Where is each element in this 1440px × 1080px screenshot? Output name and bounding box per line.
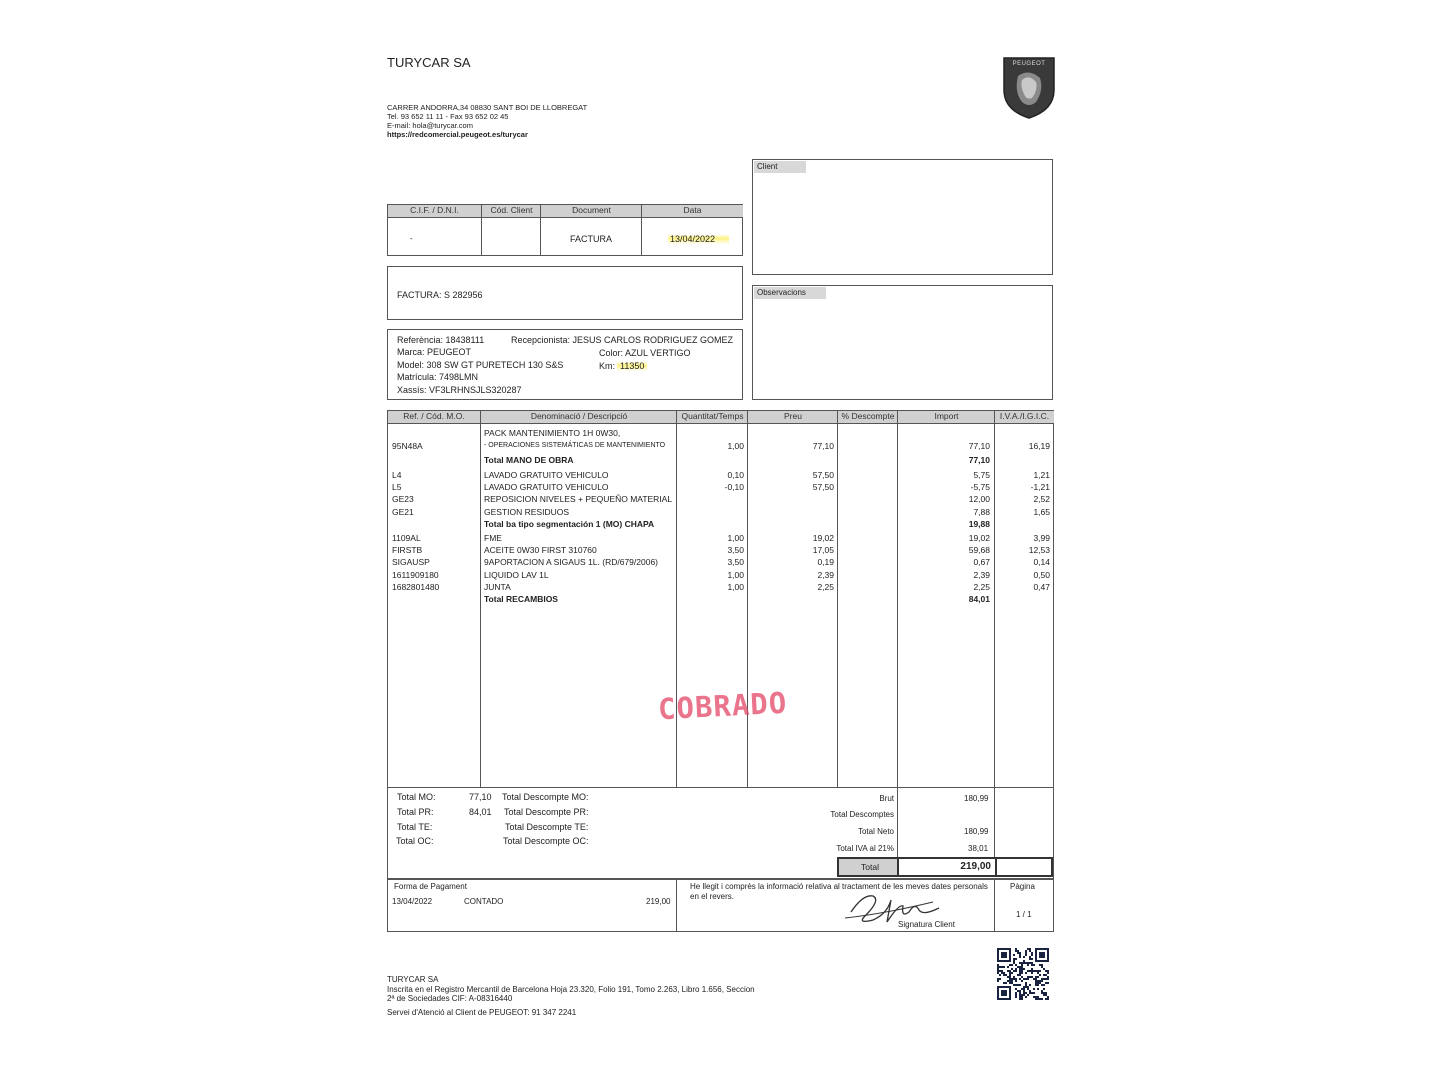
line-qty: 1,00 — [727, 533, 744, 543]
lines-col-import: Import — [897, 411, 995, 424]
line-iva: 3,99 — [1033, 533, 1050, 543]
line-iva: 0,50 — [1033, 570, 1050, 580]
grand-total-label: Total — [861, 862, 879, 872]
table-row — [388, 544, 1053, 556]
table-row — [388, 427, 1053, 439]
col-cif: C.I.F. / D.N.I. — [388, 205, 481, 218]
logo-text: PEUGEOT — [1012, 61, 1046, 67]
line-qty: 3,50 — [727, 557, 744, 567]
lines-body — [388, 427, 1053, 627]
lines-col-discount: % Descompte — [837, 411, 898, 424]
line-qty: 1,00 — [727, 441, 744, 451]
signature-label: Signatura Client — [898, 920, 955, 929]
line-iva: 1,21 — [1033, 470, 1050, 480]
cif-value: - — [410, 234, 413, 243]
total-te-disc: Total Descompte TE: — [505, 822, 589, 832]
vehicle-marca: Marca: PEUGEOT — [397, 347, 472, 357]
payment-label: Forma de Pagament — [394, 882, 467, 891]
line-desc: Total ba tipo segmentación 1 (MO) CHAPA — [484, 519, 655, 529]
line-desc: LAVADO GRATUITO VEHICULO — [484, 470, 609, 480]
total-mo-label: Total MO: — [397, 792, 436, 802]
total-pr-disc: Total Descompte PR: — [504, 807, 589, 817]
vehicle-km-label: Km: — [599, 361, 616, 371]
payment-amount: 219,00 — [646, 897, 671, 906]
lines-col-price: Preu — [747, 411, 838, 424]
company-web: https://redcomercial.peugeot.es/turycar — [387, 130, 528, 139]
line-import: 19,02 — [968, 533, 990, 543]
line-price: 57,50 — [812, 470, 834, 480]
line-import: 2,39 — [973, 570, 990, 580]
line-iva: -1,21 — [1030, 482, 1050, 492]
line-import: 77,10 — [968, 441, 990, 451]
iva-total-value: 38,01 — [968, 844, 989, 853]
vehicle-km-value: 11350 — [617, 360, 647, 372]
line-desc: FME — [484, 533, 502, 543]
lines-table — [387, 410, 1054, 788]
company-name: TURYCAR SA — [387, 55, 471, 70]
table-row — [388, 532, 1053, 544]
line-desc: LIQUIDO LAV 1L — [484, 570, 549, 580]
total-pr-value: 84,01 — [469, 807, 492, 817]
company-email: E-mail: hola@turycar.com — [387, 121, 473, 130]
table-row — [388, 518, 1053, 530]
lines-col-ref: Ref. / Cód. M.O. — [388, 411, 480, 424]
line-iva: 1,65 — [1033, 507, 1050, 517]
table-row — [388, 481, 1053, 493]
payment-method: CONTADO — [464, 897, 504, 906]
lines-col-desc: Denominació / Descripció — [480, 411, 677, 424]
document-header-table — [387, 204, 743, 256]
table-row — [388, 506, 1053, 518]
line-desc: PACK MANTENIMIENTO 1H 0W30, — [484, 428, 621, 438]
table-row — [388, 469, 1053, 481]
iva-total-label: Total IVA al 21% — [836, 844, 894, 853]
total-mo-value: 77,10 — [469, 792, 492, 802]
line-import: 7,88 — [973, 507, 990, 517]
company-phone: Tel. 93 652 11 11 - Fax 93 652 02 45 — [387, 112, 509, 121]
line-import: 0,67 — [973, 557, 990, 567]
footer-company: TURYCAR SA — [387, 975, 439, 984]
line-iva: 0,14 — [1033, 557, 1050, 567]
line-price: 2,25 — [817, 582, 834, 592]
vehicle-matricula: Matrícula: 7498LMN — [397, 372, 479, 382]
totals-section — [387, 788, 1054, 879]
grand-total-box — [837, 857, 1053, 877]
line-qty: -0,10 — [724, 482, 744, 492]
line-iva: 2,52 — [1033, 494, 1050, 504]
vehicle-xassis: Xassís: VF3LRHNSJLS320287 — [397, 385, 522, 395]
line-price: 57,50 — [812, 482, 834, 492]
line-desc: JUNTA — [484, 582, 511, 592]
line-desc: Total RECAMBIOS — [484, 594, 558, 604]
line-desc: REPOSICION NIVELES + PEQUEÑO MATERIAL — [484, 494, 673, 504]
line-import: 19,88 — [968, 519, 990, 529]
vehicle-model: Model: 308 SW GT PURETECH 130 S&S — [397, 360, 564, 370]
total-oc-disc: Total Descompte OC: — [503, 836, 589, 846]
payment-section — [387, 879, 1054, 932]
line-iva: 16,19 — [1028, 441, 1050, 451]
line-import: 12,00 — [968, 494, 990, 504]
line-ref: GE23 — [392, 494, 414, 504]
line-desc: GESTION RESIDUOS — [484, 507, 570, 517]
table-row — [388, 440, 1053, 452]
observations-box — [752, 285, 1053, 400]
invoice-number-box — [387, 266, 743, 320]
line-ref: L5 — [392, 482, 402, 492]
cobrado-stamp: COBRADO — [657, 685, 789, 727]
line-import: 77,10 — [968, 455, 990, 465]
invoice-page — [355, 0, 1085, 1080]
company-address: CARRER ANDORRA,34 08830 SANT BOI DE LLOBREGAT — [387, 103, 588, 112]
line-ref: L4 — [392, 470, 402, 480]
line-ref: 1611909180 — [392, 570, 439, 580]
line-desc: LAVADO GRATUITO VEHICULO — [484, 482, 609, 492]
document-value: FACTURA — [570, 234, 613, 244]
line-price: 19,02 — [812, 533, 834, 543]
line-desc: Total MANO DE OBRA — [484, 455, 574, 465]
grand-total-label-cell — [839, 859, 897, 875]
col-date: Data — [641, 205, 743, 218]
total-mo-disc: Total Descompte MO: — [502, 792, 589, 802]
lines-col-iva: I.V.A./I.G.I.C. — [994, 411, 1054, 424]
line-desc: ACEITE 0W30 FIRST 310760 — [484, 545, 597, 555]
col-client: Cód. Client — [481, 205, 541, 218]
vehicle-color: Color: AZUL VERTIGO — [599, 348, 691, 358]
line-qty: 1,00 — [727, 582, 744, 592]
table-row — [388, 493, 1053, 505]
line-import: -5,75 — [970, 482, 990, 492]
line-ref: GE21 — [392, 507, 414, 517]
line-iva: 12,53 — [1028, 545, 1050, 555]
neto-label: Total Neto — [857, 827, 894, 836]
table-row — [388, 569, 1053, 581]
neto-value: 180,99 — [964, 827, 989, 836]
table-row — [388, 593, 1053, 605]
line-price: 77,10 — [812, 441, 834, 451]
line-import: 2,25 — [973, 582, 990, 592]
payment-date: 13/04/2022 — [392, 897, 433, 906]
brut-label: Brut — [879, 794, 894, 803]
line-desc: - OPERACIONES SISTEMÁTICAS DE MANTENIMIENTO — [484, 442, 666, 449]
table-row — [388, 556, 1053, 568]
table-row — [388, 581, 1053, 593]
line-price: 0,19 — [817, 557, 834, 567]
total-pr-label: Total PR: — [397, 807, 434, 817]
vehicle-referencia: Referència: 18438111 — [397, 335, 485, 345]
descomptes-label: Total Descomptes — [830, 810, 894, 819]
line-import: 59,68 — [968, 545, 990, 555]
date-value: 13/04/2022 — [668, 233, 729, 245]
brut-value: 180,99 — [964, 794, 989, 803]
line-ref: 1109AL — [392, 533, 421, 543]
footer-line3: Servei d'Atenció al Client de PEUGEOT: 91 347 2241 — [387, 1008, 577, 1017]
lines-col-qty: Quantitat/Temps — [676, 411, 748, 424]
client-box — [752, 159, 1053, 275]
observations-label: Observacions — [754, 287, 826, 299]
table-row — [388, 454, 1053, 466]
line-ref: 95N48A — [392, 441, 423, 451]
line-price: 17,05 — [812, 545, 834, 555]
legal-note: He llegit i comprès la informació relativa al tractament de les meves dates personals en el revers. — [690, 882, 988, 901]
footer-line1: Inscrita en el Registro Mercantil de Barcelona Hoja 23.320, Folio 191, Tomo 2.263, Libro 1.656, Seccion — [387, 985, 755, 994]
line-desc: 9APORTACION A SIGAUS 1L. (RD/679/2006) — [484, 557, 659, 567]
peugeot-logo — [1000, 56, 1058, 120]
qr-code-icon — [997, 948, 1049, 1005]
client-label: Client — [754, 161, 806, 173]
footer-line2: 2ª de Sociedades CIF: A-08316440 — [387, 994, 513, 1003]
page-label: Pàgina — [1010, 882, 1035, 891]
line-import: 84,01 — [968, 594, 990, 604]
grand-total-value: 219,00 — [960, 861, 991, 872]
vehicle-box — [387, 329, 743, 400]
line-qty: 1,00 — [727, 570, 744, 580]
line-qty: 3,50 — [727, 545, 744, 555]
line-iva: 0,47 — [1033, 582, 1050, 592]
line-import: 5,75 — [973, 470, 990, 480]
total-te-label: Total TE: — [397, 822, 433, 832]
page-value: 1 / 1 — [1016, 910, 1032, 919]
col-document: Document — [540, 205, 642, 218]
vehicle-recepcionista: Recepcionista: JESUS CARLOS RODRIGUEZ GOMEZ — [511, 335, 734, 345]
invoice-number: FACTURA: S 282956 — [397, 290, 483, 300]
line-ref: FIRSTB — [392, 545, 423, 555]
line-qty: 0,10 — [727, 470, 744, 480]
total-oc-label: Total OC: — [396, 836, 434, 846]
line-ref: SIGAUSP — [392, 557, 430, 567]
line-ref: 1682801480 — [392, 582, 440, 592]
line-price: 2,39 — [817, 570, 834, 580]
